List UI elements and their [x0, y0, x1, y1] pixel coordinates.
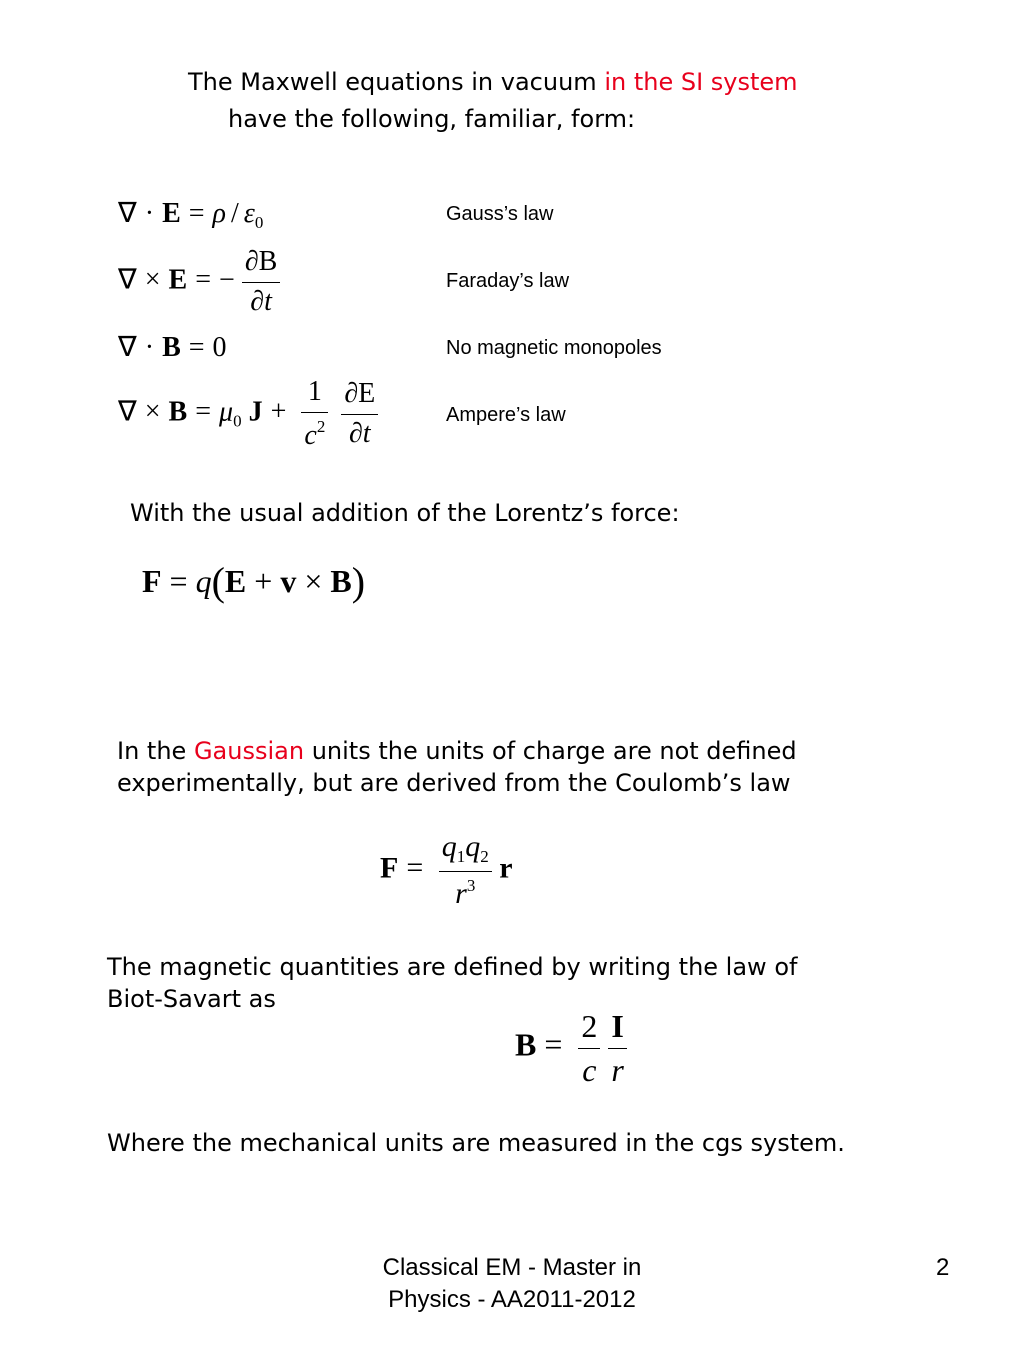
- biot-equation: B = $\frac{2}{c}$ $\frac{I}{r}$: [515, 1010, 627, 1086]
- fraction-denominator: ∂t: [348, 418, 371, 449]
- fraction-denominator: ∂t: [250, 286, 272, 317]
- ampere-fraction-1: [301, 378, 328, 450]
- fraction-numerator: 2: [578, 1010, 600, 1049]
- lorentz-text: With the usual addition of the Lorentz’s force:: [130, 499, 680, 527]
- coulomb-equation: F = $\frac{q_1q_2}{r^3}$ r: [380, 830, 513, 910]
- nabla-symbol: ∇: [118, 198, 137, 229]
- distance-symbol: r: [611, 1052, 624, 1088]
- fraction-numerator: ∂E: [341, 380, 378, 415]
- lorentz-equation: F = q(E + v × B): [142, 559, 366, 604]
- faraday-equation: ∇ × E = − $\frac{\partial B}{\partial t}$: [118, 248, 280, 316]
- position-vector-symbol: r: [499, 851, 513, 885]
- charge-symbol: q: [195, 563, 212, 599]
- footer-line-2: Physics - AA2011-2012: [388, 1286, 636, 1313]
- exponent: 2: [316, 417, 326, 436]
- mu-subscript: 0: [233, 411, 242, 431]
- force-symbol: F: [380, 851, 399, 885]
- distance-symbol: r: [455, 877, 467, 910]
- e-field-symbol: E: [162, 198, 181, 229]
- footer-caption: [312, 1252, 712, 1316]
- charge-subscript-1: 1: [456, 847, 466, 866]
- slash-symbol: /: [231, 198, 239, 229]
- gauss-label: Gauss’s law: [446, 203, 554, 225]
- biot-fraction-2: [608, 1010, 626, 1086]
- mu-symbol: μ: [219, 396, 234, 428]
- gauss-equation: ∇ · $E = \rho / \varepsilon_0$: [118, 198, 264, 232]
- velocity-symbol: v: [280, 563, 297, 599]
- charge-subscript-2: 2: [480, 847, 489, 866]
- light-speed-symbol: c: [582, 1052, 597, 1088]
- epsilon-subscript: 0: [254, 213, 264, 232]
- epsilon-symbol: ε: [243, 198, 255, 229]
- fraction-numerator: 1: [301, 378, 328, 413]
- fraction-numerator: ∂B: [242, 248, 281, 283]
- gaussian-highlight: Gaussian: [193, 737, 305, 765]
- biot-line-1: The magnetic quantities are defined by writing the law of: [107, 953, 798, 981]
- footer-line-1: Classical EM - Master in: [382, 1254, 642, 1281]
- current-symbol: I: [608, 1010, 626, 1049]
- intro-line-2: have the following, familiar, form:: [228, 105, 636, 133]
- charge-symbol: q: [465, 830, 481, 863]
- monopole-label: No magnetic monopoles: [446, 337, 662, 359]
- b-field-symbol: B: [162, 332, 181, 363]
- ampere-fraction-2: [341, 380, 378, 448]
- biot-line-2: Biot-Savart as: [107, 985, 276, 1013]
- si-system-highlight: in the SI system: [604, 68, 798, 96]
- b-field-symbol: B: [515, 1026, 537, 1063]
- faraday-fraction: [242, 248, 281, 316]
- light-speed-symbol: c: [304, 420, 317, 451]
- biot-fraction-1: [578, 1010, 600, 1086]
- charge-symbol: q: [441, 830, 457, 863]
- rho-symbol: ρ: [212, 198, 226, 229]
- force-symbol: F: [142, 563, 162, 599]
- coulomb-fraction: [439, 832, 492, 909]
- gaussian-line-2: experimentally, but are derived from the Coulomb’s law: [117, 769, 791, 797]
- b-field-symbol: B: [168, 396, 188, 428]
- ampere-equation: ∇ × $B = \mu_0$ J + $\frac{1}{c^2}$ $\frac{\partial E}{\partial t}$: [118, 378, 378, 450]
- monopole-equation: ∇ · B = 0: [118, 332, 227, 363]
- zero-value: 0: [212, 332, 227, 363]
- intro-line-1: [188, 66, 798, 98]
- cgs-text: Where the mechanical units are measured in the cgs system.: [107, 1129, 845, 1157]
- e-field-symbol: E: [168, 264, 188, 296]
- gaussian-text-before: In the: [117, 737, 187, 765]
- nabla-symbol: ∇: [118, 332, 137, 363]
- faraday-label: Faraday’s law: [446, 270, 570, 292]
- gaussian-line-1: [117, 735, 797, 767]
- nabla-symbol: ∇: [118, 396, 137, 428]
- b-field-symbol: B: [330, 563, 352, 599]
- page-number: 2: [936, 1254, 950, 1281]
- gaussian-text-after: units the units of charge are not defined: [311, 737, 797, 765]
- e-field-symbol: E: [224, 563, 247, 599]
- exponent: 3: [466, 876, 476, 895]
- current-density-symbol: J: [248, 396, 263, 428]
- ampere-label: Ampere’s law: [446, 404, 566, 426]
- intro-text: The Maxwell equations in vacuum: [188, 68, 597, 96]
- nabla-symbol: ∇: [118, 264, 137, 296]
